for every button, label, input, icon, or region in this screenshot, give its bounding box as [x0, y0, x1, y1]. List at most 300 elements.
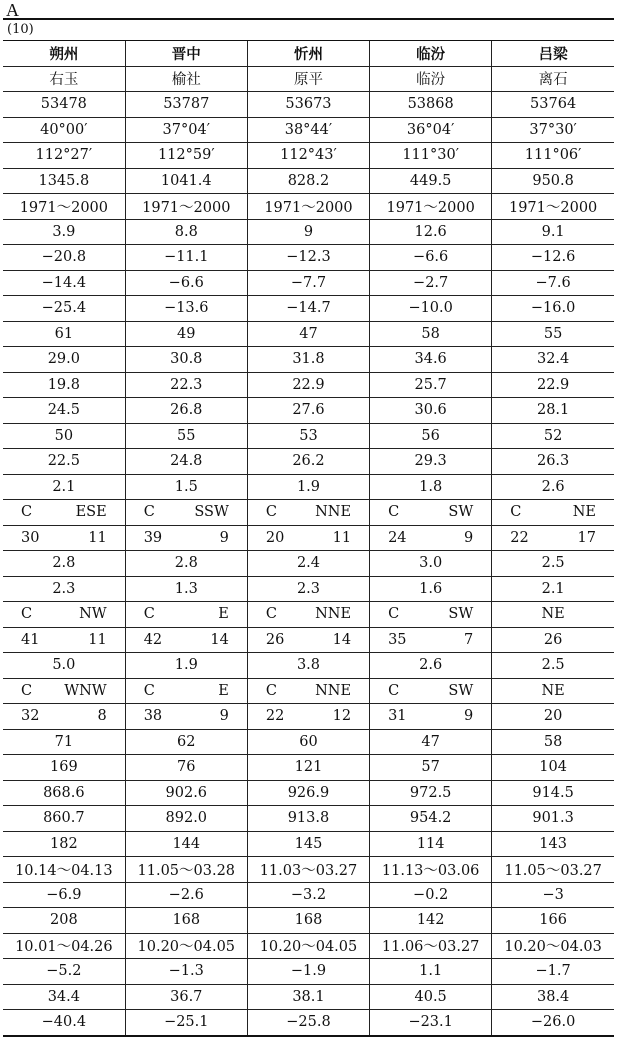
table-cell: −6.6 — [370, 245, 492, 271]
cell-part-right: 12 — [332, 708, 352, 725]
table-cell: 1971～2000 — [492, 194, 614, 220]
table-cell: NE — [492, 602, 614, 628]
table-cell: 71 — [3, 729, 125, 755]
table-cell: 26.3 — [492, 449, 614, 475]
cell-part-right: 11 — [88, 529, 107, 546]
table-cell — [247, 627, 369, 653]
cell-pair — [376, 530, 485, 546]
table-cell: 926.9 — [247, 780, 369, 806]
cell-part-left: 32 — [21, 708, 40, 725]
table-cell: 32.4 — [492, 347, 614, 373]
table-row — [3, 296, 614, 322]
cell-pair — [376, 606, 485, 622]
table-cell: −16.0 — [492, 296, 614, 322]
table-row — [3, 194, 614, 220]
table-cell: 1971～2000 — [370, 194, 492, 220]
table-cell: −7.7 — [247, 270, 369, 296]
table-row — [3, 576, 614, 602]
table-cell: −25.4 — [3, 296, 125, 322]
cell-pair — [376, 504, 485, 520]
cell-pair — [9, 504, 119, 520]
table-cell — [492, 500, 614, 526]
table-cell: 11.05～03.28 — [125, 857, 247, 883]
table-cell: 1.9 — [125, 653, 247, 679]
table-cell: 3.8 — [247, 653, 369, 679]
table-cell: 143 — [492, 831, 614, 857]
table-cell: −13.6 — [125, 296, 247, 322]
cell-part-right: 9 — [219, 708, 229, 725]
table-cell: 121 — [247, 755, 369, 781]
table-cell: 离石 — [492, 66, 614, 92]
table-cell: 111°06′ — [492, 143, 614, 169]
cell-pair — [132, 683, 241, 699]
cell-pair — [254, 504, 363, 520]
cell-part-right: WNW — [64, 682, 107, 699]
table-cell: 30.8 — [125, 347, 247, 373]
table-cell: 1971～2000 — [247, 194, 369, 220]
table-cell — [370, 678, 492, 704]
table-cell: 950.8 — [492, 168, 614, 194]
table-cell: 50 — [3, 423, 125, 449]
cell-pair — [9, 606, 119, 622]
table-cell: −14.7 — [247, 296, 369, 322]
table-cell: 62 — [125, 729, 247, 755]
table-cell: 临汾 — [370, 66, 492, 92]
table-cell: 38.4 — [492, 984, 614, 1010]
table-row — [3, 1010, 614, 1035]
table-cell: 828.2 — [247, 168, 369, 194]
cell-part-right: ESE — [75, 504, 107, 521]
table-row — [3, 984, 614, 1010]
table-cell: 36°04′ — [370, 117, 492, 143]
cell-pair — [254, 683, 363, 699]
table-cell: 53787 — [125, 92, 247, 118]
cell-part-left: C — [388, 682, 400, 699]
table-cell: 29.0 — [3, 347, 125, 373]
table-row — [3, 525, 614, 551]
table-row — [3, 831, 614, 857]
table-cell: 原平 — [247, 66, 369, 92]
table-cell — [370, 704, 492, 730]
table-cell — [3, 500, 125, 526]
table-cell: 2.8 — [3, 551, 125, 577]
table-cell: 2.5 — [492, 653, 614, 679]
table-cell: −12.6 — [492, 245, 614, 271]
table-cell: 902.6 — [125, 780, 247, 806]
cell-part-left: 22 — [265, 708, 285, 725]
table-cell: 3.9 — [3, 219, 125, 245]
cell-part-left: 20 — [265, 529, 285, 546]
table-row — [3, 117, 614, 143]
cell-part-left: 42 — [143, 631, 163, 648]
table-cell: 11.06～03.27 — [370, 933, 492, 959]
table-row — [3, 143, 614, 169]
table-cell: 112°59′ — [125, 143, 247, 169]
table-cell — [247, 678, 369, 704]
table-cell: −20.8 — [3, 245, 125, 271]
table-cell: 右玉 — [3, 66, 125, 92]
table-row — [3, 729, 614, 755]
table-cell: 901.3 — [492, 806, 614, 832]
table-row — [3, 882, 614, 908]
table-cell: 38°44′ — [247, 117, 369, 143]
cell-part-left: 31 — [388, 708, 407, 725]
table-row — [3, 704, 614, 730]
table-cell: 22.9 — [247, 372, 369, 398]
cell-part-left: 39 — [143, 529, 163, 546]
table-row — [3, 755, 614, 781]
table-row — [3, 372, 614, 398]
table-row — [3, 66, 614, 92]
cell-part-left: 41 — [21, 631, 40, 648]
table-cell: 57 — [370, 755, 492, 781]
table-cell: 37°30′ — [492, 117, 614, 143]
table-row — [3, 551, 614, 577]
table-cell: 24.8 — [125, 449, 247, 475]
table-row — [3, 780, 614, 806]
table-cell: 892.0 — [125, 806, 247, 832]
table-cell: −26.0 — [492, 1010, 614, 1035]
table-cell: 53478 — [3, 92, 125, 118]
cell-part-left: C — [143, 606, 155, 623]
cell-part-right: NNE — [315, 504, 352, 521]
table-cell — [125, 602, 247, 628]
cell-part-left: 22 — [510, 529, 529, 546]
table-cell: 3.0 — [370, 551, 492, 577]
table-cell: 49 — [125, 321, 247, 347]
table-cell: NE — [492, 678, 614, 704]
table-cell: 1.6 — [370, 576, 492, 602]
cell-pair — [132, 708, 241, 724]
table-cell: 8.8 — [125, 219, 247, 245]
table-cell: 61 — [3, 321, 125, 347]
table-cell: 30.6 — [370, 398, 492, 424]
table-row — [3, 678, 614, 704]
table-cell: −14.4 — [3, 270, 125, 296]
cell-part-left: 24 — [388, 529, 407, 546]
cell-pair — [376, 683, 485, 699]
table-cell: 19.8 — [3, 372, 125, 398]
table-cell: 56 — [370, 423, 492, 449]
table-cell — [492, 525, 614, 551]
table-cell: −1.3 — [125, 959, 247, 985]
table-cell — [3, 704, 125, 730]
table-cell: 145 — [247, 831, 369, 857]
table-cell: 76 — [125, 755, 247, 781]
table-cell — [3, 525, 125, 551]
cell-part-left: C — [388, 606, 400, 623]
cell-part-right: 9 — [219, 529, 229, 546]
table-cell: 1.8 — [370, 474, 492, 500]
table-cell: 10.20～04.05 — [125, 933, 247, 959]
table-cell: 53868 — [370, 92, 492, 118]
cell-pair — [9, 708, 119, 724]
table-cell: 913.8 — [247, 806, 369, 832]
cell-part-right: 14 — [210, 631, 229, 648]
table-cell: 吕梁 — [492, 41, 614, 66]
table-row — [3, 959, 614, 985]
table-cell: 29.3 — [370, 449, 492, 475]
cell-part-right: SW — [448, 682, 474, 699]
table-cell: 47 — [370, 729, 492, 755]
table-row — [3, 653, 614, 679]
table-row — [3, 219, 614, 245]
table-cell: 208 — [3, 908, 125, 934]
table-cell: −6.6 — [125, 270, 247, 296]
table-cell: 11.13～03.06 — [370, 857, 492, 883]
table-cell: 1.1 — [370, 959, 492, 985]
table-row — [3, 398, 614, 424]
table-cell: 111°30′ — [370, 143, 492, 169]
table-cell: 38.1 — [247, 984, 369, 1010]
table-cell: −6.9 — [3, 882, 125, 908]
table-cell: 34.6 — [370, 347, 492, 373]
cell-part-left: C — [143, 504, 155, 521]
table-cell: −3 — [492, 882, 614, 908]
table-row — [3, 806, 614, 832]
table-cell: 10.20～04.03 — [492, 933, 614, 959]
header-row — [3, 41, 614, 66]
table-cell: 9.1 — [492, 219, 614, 245]
table-cell — [3, 678, 125, 704]
cell-part-right: 17 — [577, 529, 596, 546]
table-cell: 449.5 — [370, 168, 492, 194]
table-cell: −11.1 — [125, 245, 247, 271]
table-cell: 60 — [247, 729, 369, 755]
cell-pair — [254, 530, 363, 546]
table-cell: 868.6 — [3, 780, 125, 806]
table-cell: 36.7 — [125, 984, 247, 1010]
cell-pair — [9, 530, 119, 546]
table-cell: 40.5 — [370, 984, 492, 1010]
table-cell: 2.6 — [492, 474, 614, 500]
table-cell: 114 — [370, 831, 492, 857]
table-cell: −10.0 — [370, 296, 492, 322]
table-row — [3, 168, 614, 194]
table-cell: 1345.8 — [3, 168, 125, 194]
table-cell: 40°00′ — [3, 117, 125, 143]
table-cell: 2.8 — [125, 551, 247, 577]
table-row — [3, 347, 614, 373]
table-cell: −2.7 — [370, 270, 492, 296]
table-cell: 166 — [492, 908, 614, 934]
table-cell: 朔州 — [3, 41, 125, 66]
table-cell: 1.3 — [125, 576, 247, 602]
cell-part-left: 38 — [143, 708, 163, 725]
table-cell: −5.2 — [3, 959, 125, 985]
table-cell: 52 — [492, 423, 614, 449]
table-cell — [247, 500, 369, 526]
table-cell: 2.5 — [492, 551, 614, 577]
table-cell: 晋中 — [125, 41, 247, 66]
table-cell: 1971～2000 — [125, 194, 247, 220]
table-cell: 37°04′ — [125, 117, 247, 143]
cell-part-left: C — [265, 606, 277, 623]
table-cell — [370, 525, 492, 551]
table-cell: 34.4 — [3, 984, 125, 1010]
table-cell: −12.3 — [247, 245, 369, 271]
cell-pair — [254, 708, 363, 724]
table-cell: 11.05～03.27 — [492, 857, 614, 883]
table-cell: 169 — [3, 755, 125, 781]
cell-pair — [9, 683, 119, 699]
table-cell: 168 — [125, 908, 247, 934]
table-cell: −3.2 — [247, 882, 369, 908]
cell-part-right: E — [218, 606, 229, 623]
cell-pair — [498, 530, 608, 546]
table-cell — [125, 627, 247, 653]
table-cell: 5.0 — [3, 653, 125, 679]
cell-part-right: NNE — [315, 606, 352, 623]
cell-pair — [376, 708, 485, 724]
cell-part-left: C — [510, 504, 522, 521]
table-cell: 1041.4 — [125, 168, 247, 194]
table-cell: 26.2 — [247, 449, 369, 475]
cell-part-right: 11 — [332, 529, 352, 546]
table-cell — [3, 627, 125, 653]
table-cell: 忻州 — [247, 41, 369, 66]
table-cell: 28.1 — [492, 398, 614, 424]
table-cell: 26 — [492, 627, 614, 653]
table-row — [3, 449, 614, 475]
table-row — [3, 908, 614, 934]
cell-part-right: SSW — [194, 504, 229, 521]
table-cell: −25.1 — [125, 1010, 247, 1035]
cell-part-left: C — [21, 504, 33, 521]
cell-pair — [132, 530, 241, 546]
cell-part-right: 8 — [97, 708, 107, 725]
table-cell: 2.3 — [247, 576, 369, 602]
table-label: (10) — [3, 20, 614, 41]
table-cell: −2.6 — [125, 882, 247, 908]
cell-part-left: C — [21, 682, 33, 699]
table-cell: 25.7 — [370, 372, 492, 398]
cell-part-right: E — [218, 682, 229, 699]
table-cell: 榆社 — [125, 66, 247, 92]
table-cell: 53764 — [492, 92, 614, 118]
climate-table-body — [3, 41, 614, 1035]
table-cell: 144 — [125, 831, 247, 857]
table-cell — [125, 704, 247, 730]
table-cell — [3, 602, 125, 628]
cell-part-right: NW — [79, 606, 107, 623]
table-cell: 22.5 — [3, 449, 125, 475]
table-row — [3, 423, 614, 449]
table-cell: 53673 — [247, 92, 369, 118]
cell-part-right: 9 — [464, 708, 474, 725]
table-cell: 2.6 — [370, 653, 492, 679]
cell-part-right: NNE — [315, 682, 352, 699]
table-cell: 24.5 — [3, 398, 125, 424]
table-cell: 58 — [370, 321, 492, 347]
table-cell: 55 — [125, 423, 247, 449]
cell-pair — [9, 632, 119, 648]
table-cell: 2.1 — [492, 576, 614, 602]
table-cell: 12.6 — [370, 219, 492, 245]
table-cell: −7.6 — [492, 270, 614, 296]
table-cell — [247, 525, 369, 551]
table-cell: 9 — [247, 219, 369, 245]
table-row — [3, 500, 614, 526]
table-cell: 2.1 — [3, 474, 125, 500]
table-row — [3, 857, 614, 883]
cell-part-left: 35 — [388, 631, 407, 648]
table-cell: −0.2 — [370, 882, 492, 908]
table-cell: 22.3 — [125, 372, 247, 398]
table-cell: 31.8 — [247, 347, 369, 373]
climate-table — [3, 41, 614, 1035]
corner-letter: A — [6, 0, 19, 20]
table-cell: 58 — [492, 729, 614, 755]
table-row — [3, 270, 614, 296]
table-cell: 142 — [370, 908, 492, 934]
table-cell: 168 — [247, 908, 369, 934]
table-row — [3, 92, 614, 118]
cell-part-left: C — [143, 682, 155, 699]
table-cell: 53 — [247, 423, 369, 449]
table-cell: −1.7 — [492, 959, 614, 985]
table-cell: 860.7 — [3, 806, 125, 832]
cell-pair — [132, 504, 241, 520]
table-cell: −1.9 — [247, 959, 369, 985]
table-cell: 104 — [492, 755, 614, 781]
table-row — [3, 321, 614, 347]
cell-part-right: NE — [572, 504, 596, 521]
table-cell: 22.9 — [492, 372, 614, 398]
table-cell — [370, 602, 492, 628]
cell-part-right: SW — [448, 504, 474, 521]
cell-part-left: C — [265, 504, 277, 521]
table-cell — [370, 500, 492, 526]
table-row — [3, 245, 614, 271]
table-cell — [125, 500, 247, 526]
table-cell: 112°27′ — [3, 143, 125, 169]
table-row — [3, 602, 614, 628]
cell-part-left: C — [21, 606, 33, 623]
table-cell — [125, 525, 247, 551]
table-cell: 临汾 — [370, 41, 492, 66]
table-cell: 1.9 — [247, 474, 369, 500]
table-row — [3, 474, 614, 500]
table-cell: 10.14～04.13 — [3, 857, 125, 883]
table-cell: 10.20～04.05 — [247, 933, 369, 959]
table-cell: 26.8 — [125, 398, 247, 424]
cell-pair — [132, 606, 241, 622]
table-cell: −25.8 — [247, 1010, 369, 1035]
cell-part-right: 7 — [464, 631, 474, 648]
table-cell: −40.4 — [3, 1010, 125, 1035]
table-row — [3, 627, 614, 653]
table-cell — [247, 704, 369, 730]
table-cell: 972.5 — [370, 780, 492, 806]
table-cell: 2.4 — [247, 551, 369, 577]
table-cell — [247, 602, 369, 628]
table-cell: 27.6 — [247, 398, 369, 424]
cell-part-left: 26 — [265, 631, 285, 648]
table-cell: 954.2 — [370, 806, 492, 832]
table-cell — [370, 627, 492, 653]
cell-part-right: SW — [448, 606, 474, 623]
table-cell: 2.3 — [3, 576, 125, 602]
table-cell: 47 — [247, 321, 369, 347]
cell-pair — [132, 632, 241, 648]
cell-part-right: 9 — [464, 529, 474, 546]
climate-table-frame — [3, 18, 614, 1037]
cell-pair — [254, 606, 363, 622]
cell-part-right: 14 — [332, 631, 352, 648]
table-cell: 20 — [492, 704, 614, 730]
table-row — [3, 933, 614, 959]
